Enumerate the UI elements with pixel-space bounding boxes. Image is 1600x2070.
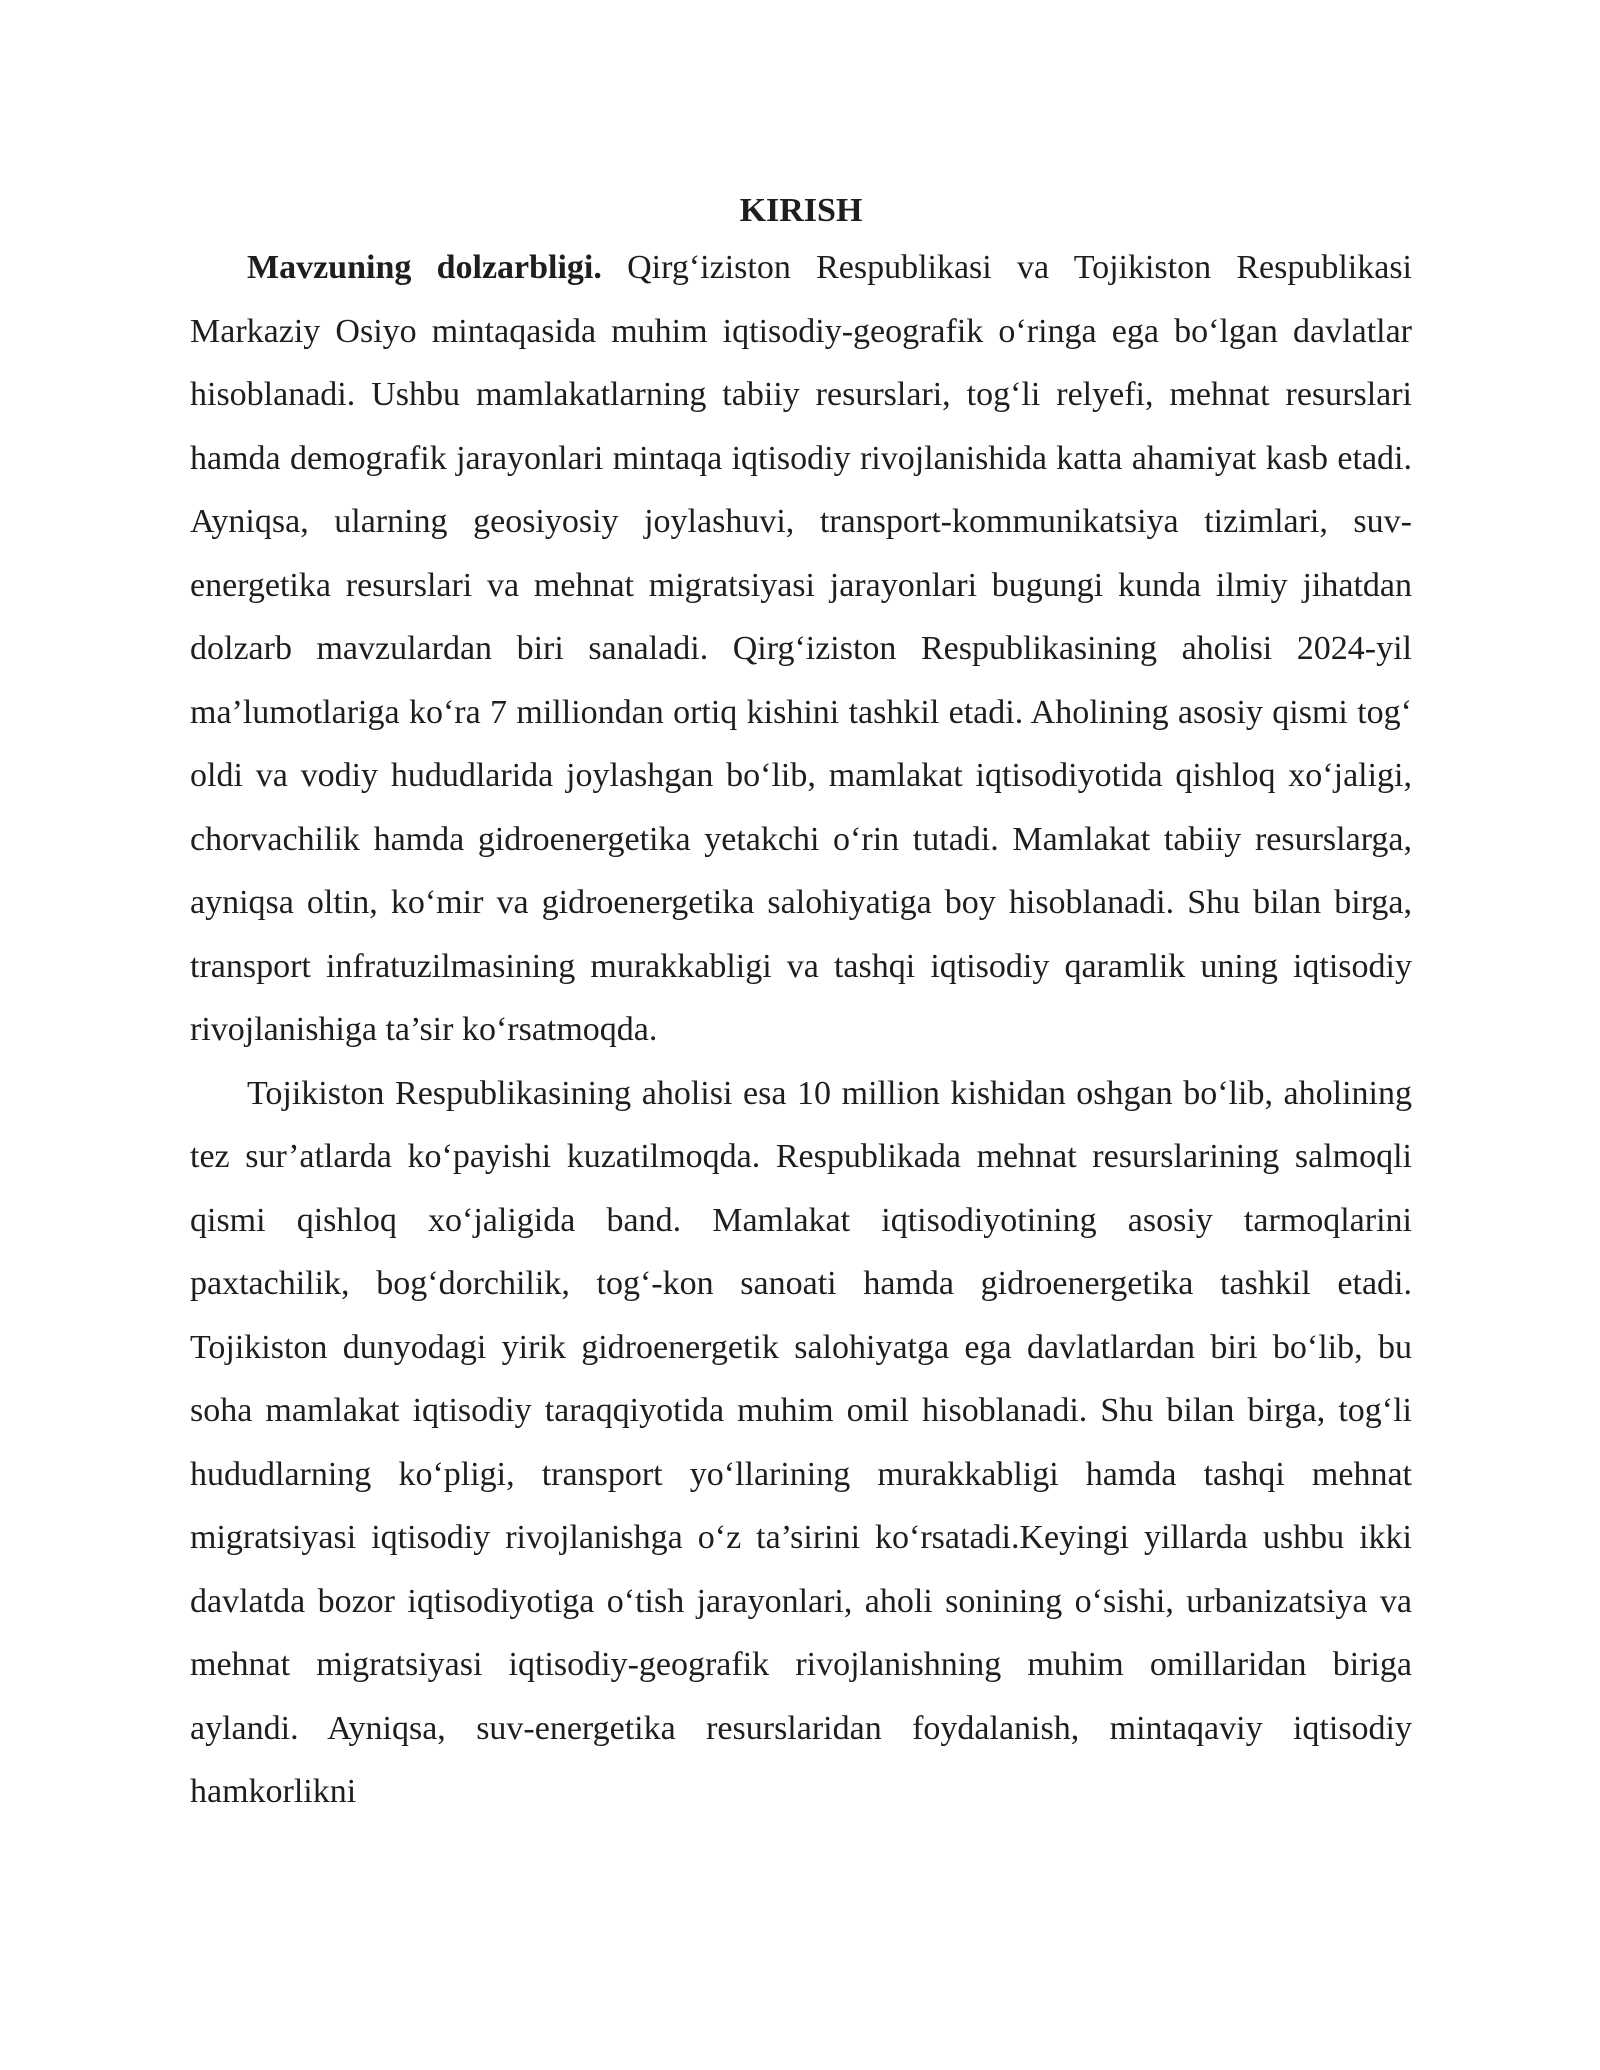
paragraph-text: Tojikiston Respublikasining aholisi esa 10 million kishidan oshgan bo‘lib, aholining tez sur’atlarda ko‘payishi kuzatilmoqda. Respublikada mehnat resurslarining salmoqli qismi qishloq xo‘jaligida band. Mamlakat iqtisodiyotining asosiy tarmoqlarini paxtachilik, bog‘dorchilik, tog‘-kon sanoati hamda gidroenergetika tashkil etadi. Tojikiston dunyodagi yirik gidroenergetik salohiyatga ega davlatlardan biri bo‘lib, bu soha mamlakat iqtisodiy taraqqiyotida muhim omil hisoblanadi. Shu bilan birga, tog‘li hududlarning ko‘pligi, transport yo‘llarining murakkabligi hamda tashqi mehnat migratsiyasi iqtisodiy rivojlanishga o‘z ta’sirini ko‘rsatadi.Keyingi yillarda ushbu ikki davlatda bozor iqtisodiyotiga o‘tish jarayonlari, aholi sonining o‘sishi, urbanizatsiya va mehnat migratsiyasi iqtisodiy-geografik rivojlanishning muhim omillaridan biriga aylandi. Ayniqsa, suv-energetika resurslaridan foydalanish, mintaqaviy iqtisodiy hamkorlikni	[190, 1074, 1412, 1810]
section-title: KIRISH	[739, 192, 863, 229]
paragraph-text: Qirg‘iziston Respublikasi va Tojikiston Respublikasi Markaziy Osiyo mintaqasida muhim iqtisodiy-geografik o‘ringa ega bo‘lgan davlatlar hisoblanadi. Ushbu mamlakatlarning tabiiy resurslari, tog‘li relyefi, mehnat resurslari hamda demografik jarayonlari mintaqa iqtisodiy rivojlanishida katta ahamiyat kasb etadi. Ayniqsa, ularning geosiyosiy joylashuvi, transport-kommunikatsiya tizimlari, suv-energetika resurslari va mehnat migratsiyasi jarayonlari bugungi kunda ilmiy jihatdan dolzarb mavzulardan biri sanaladi. Qirg‘iziston Respublikasining aholisi 2024-yil ma’lumotlariga ko‘ra 7 milliondan ortiq kishini tashkil etadi. Aholining asosiy qismi tog‘ oldi va vodiy hududlarida joylashgan bo‘lib, mamlakat iqtisodiyotida qishloq xo‘jaligi, chorvachilik hamda gidroenergetika yetakchi o‘rin tutadi. Mamlakat tabiiy resurslarga, ayniqsa oltin, ko‘mir va gidroenergetika salohiyatiga boy hisoblanadi. Shu bilan birga, transport infratuzilmasining murakkabligi va tashqi iqtisodiy qaramlik uning iqtisodiy rivojlanishiga ta’sir ko‘rsatmoqda.	[190, 249, 1413, 1048]
document-body	[190, 186, 1412, 1824]
paragraph-lead: Mavzuning dolzarbligi.	[247, 249, 602, 286]
paragraph-tajikistan	[190, 1062, 1412, 1824]
paragraph-relevance	[190, 236, 1412, 1062]
